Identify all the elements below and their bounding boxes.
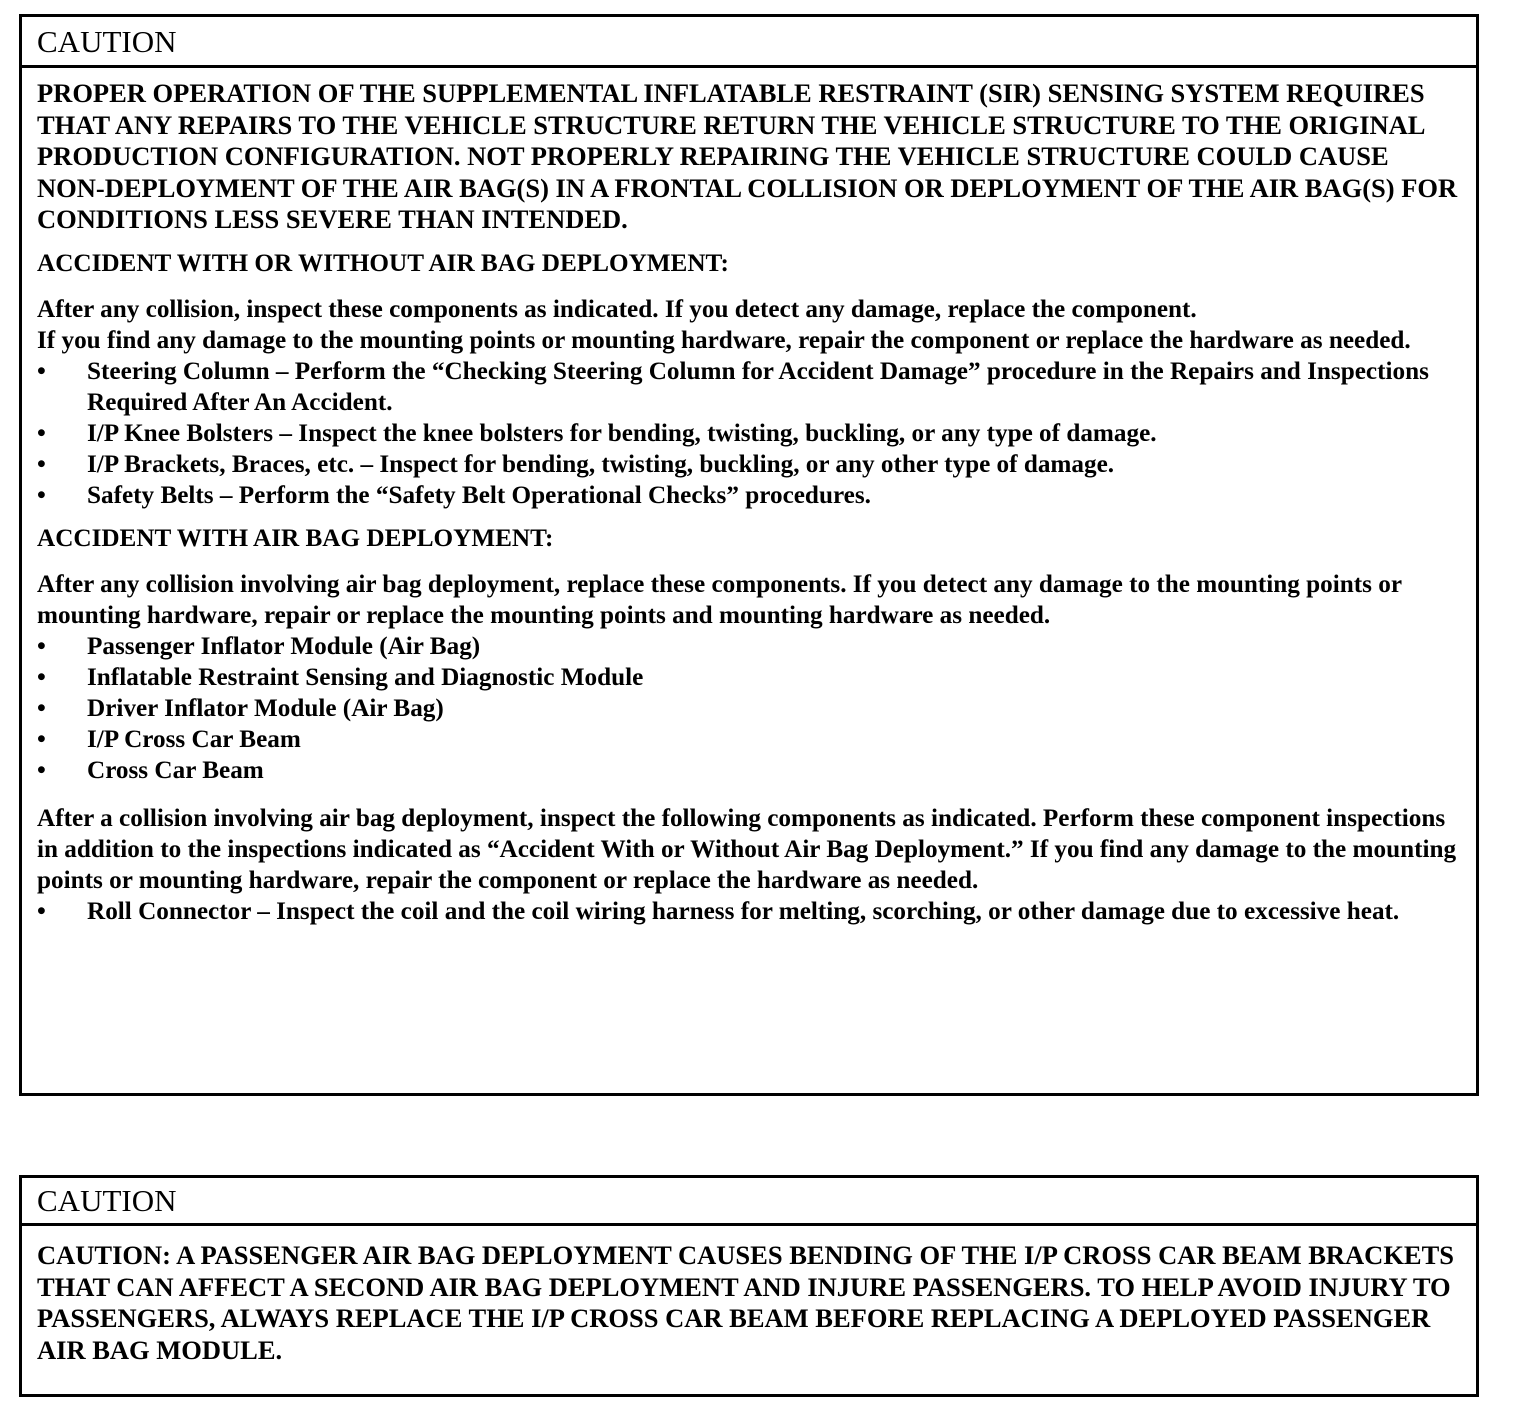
caution-box-cross-car-beam — [19, 1175, 1479, 1397]
section1-intro-line2: If you find any damage to the mounting points or mounting hardware, repair the component or replace the hardware as needed. — [37, 326, 1411, 354]
section-heading-with-or-without: ACCIDENT WITH OR WITHOUT AIR BAG DEPLOYMENT: — [37, 249, 729, 277]
caution-body — [22, 1226, 1476, 1366]
list-item: • I/P Knee Bolsters – Inspect the knee bolsters for bending, twisting, buckling, or any type of damage. — [37, 419, 1157, 447]
bullet-icon: • — [37, 663, 46, 691]
inspect-list-general — [37, 356, 1462, 511]
caution-body — [22, 68, 1476, 927]
list-item: • I/P Brackets, Braces, etc. – Inspect for bending, twisting, buckling, or any other type of damage. — [37, 450, 1115, 478]
bullet-icon: • — [37, 419, 46, 447]
bullet-icon: • — [37, 632, 46, 660]
bullet-icon: • — [37, 450, 46, 478]
list-item: • Steering Column – Perform the “Checking Steering Column for Accident Damage” procedure in the Repairs and Inspections Required After An Accident. — [37, 357, 1429, 416]
caution-box-sir-repair — [19, 14, 1479, 1096]
bullet-icon: • — [37, 357, 46, 385]
bullet-icon: • — [37, 694, 46, 722]
inspect-list-deployment — [37, 896, 1462, 927]
caution-title: CAUTION — [22, 1178, 1476, 1226]
list-item: • Inflatable Restraint Sensing and Diagnostic Module — [37, 663, 644, 691]
bullet-icon: • — [37, 756, 46, 784]
list-item: • Passenger Inflator Module (Air Bag) — [37, 632, 481, 660]
list-item: • I/P Cross Car Beam — [37, 725, 301, 753]
bullet-icon: • — [37, 725, 46, 753]
sir-warning-text: PROPER OPERATION OF THE SUPPLEMENTAL INFLATABLE RESTRAINT (SIR) SENSING SYSTEM REQUIRES THAT ANY REPAIRS TO THE VEHICLE STRUCTURE RETURN THE VEHICLE STRUCTURE TO THE ORIGINAL PRODUCTION CONFIGURATION. NOT PROPERLY REPAIRING THE VEHICLE STRUCTURE COULD CAUSE NON-DEPLOYMENT OF THE AIR BAG(S) IN A FRONTAL COLLISION OR DEPLOYMENT OF THE AIR BAG(S) FOR CONDITIONS LESS SEVERE THAN INTENDED. — [37, 78, 1458, 234]
list-item: • Cross Car Beam — [37, 756, 264, 784]
bullet-icon: • — [37, 897, 46, 925]
section1-intro-line1: After any collision, inspect these components as indicated. If you detect any damage, replace the component. — [37, 295, 1197, 323]
section1-intro — [37, 294, 1462, 356]
caution-title: CAUTION — [22, 17, 1476, 68]
section-heading-with-deployment: ACCIDENT WITH AIR BAG DEPLOYMENT: — [37, 524, 554, 552]
replace-list — [37, 631, 1462, 786]
section2-inspect-intro: After a collision involving air bag deployment, inspect the following components as indicated. Perform these component inspections in addition to the inspections indicated as “Accident With or Without Air Bag Deployment.” If you find any damage to the mounting points or mounting hardware, repair the component or replace the hardware as needed. — [37, 804, 1457, 894]
bullet-icon: • — [37, 481, 46, 509]
list-item: • Safety Belts – Perform the “Safety Belt Operational Checks” procedures. — [37, 481, 871, 509]
list-item: • Driver Inflator Module (Air Bag) — [37, 694, 444, 722]
cross-car-beam-warning-text: CAUTION: A PASSENGER AIR BAG DEPLOYMENT CAUSES BENDING OF THE I/P CROSS CAR BEAM BRACKETS THAT CAN AFFECT A SECOND AIR BAG DEPLOYMENT AND INJURE PASSENGERS. TO HELP AVOID INJURY TO PASSENGERS, ALWAYS REPLACE THE I/P CROSS CAR BEAM BEFORE REPLACING A DEPLOYED PASSENGER AIR BAG MODULE. — [37, 1240, 1455, 1365]
list-item: • Roll Connector – Inspect the coil and the coil wiring harness for melting, scorching, or other damage due to excessive heat. — [37, 897, 1400, 925]
section2-intro: After any collision involving air bag deployment, replace these components. If you detect any damage to the mounting points or mounting hardware, repair or replace the mounting points and mounting hardware as needed. — [37, 570, 1402, 629]
